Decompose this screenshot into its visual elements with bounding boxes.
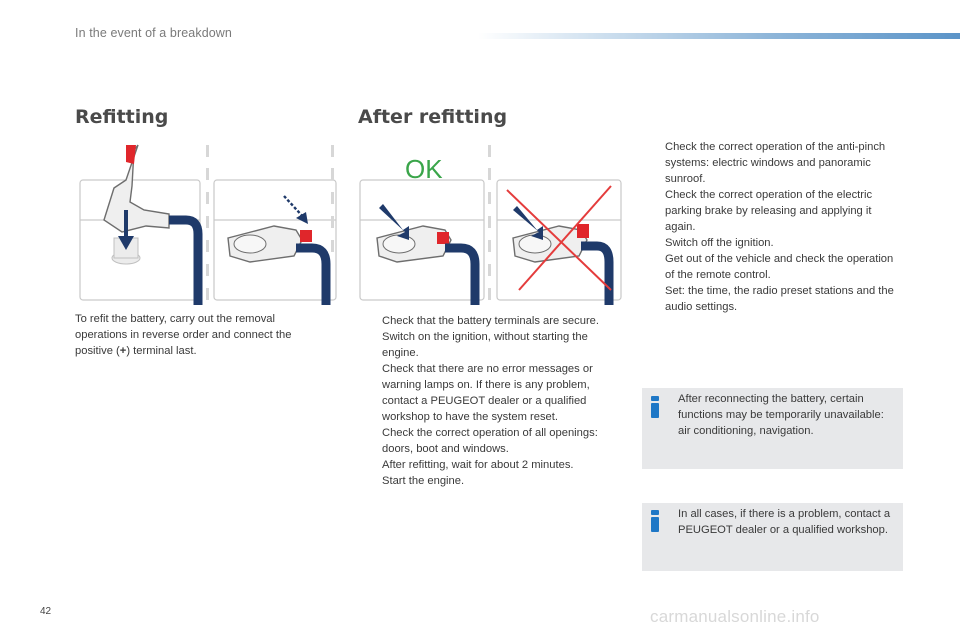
info-box-text: In all cases, if there is a problem, contact a PEUGEOT dealer or a qualified workshop. xyxy=(678,508,891,536)
info-box-problem-contact xyxy=(642,503,903,571)
info-box-text: After reconnecting the battery, certain functions may be temporarily unavailable: air conditioning, navigation. xyxy=(678,393,884,437)
refitting-illustration xyxy=(74,140,340,305)
list-item: Check that the battery terminals are secure. xyxy=(382,315,600,327)
after-refitting-checklist-2 xyxy=(643,139,905,315)
ok-label: OK xyxy=(405,154,443,184)
watermark: carmanualsonline.info xyxy=(650,607,820,626)
info-icon xyxy=(651,510,659,532)
page-number: 42 xyxy=(40,606,52,617)
info-icon xyxy=(651,396,659,418)
after-refitting-illustration xyxy=(357,140,623,305)
refitting-heading: Refitting xyxy=(75,106,169,128)
positive-symbol: + xyxy=(119,345,127,357)
list-item: After refitting, wait for about 2 minutes. xyxy=(382,459,574,471)
list-item: Check the correct operation of the anti-pinch systems: electric windows and panoramic sunroof. xyxy=(665,141,886,185)
list-item: Switch off the ignition. xyxy=(665,237,774,249)
header-accent-bar xyxy=(478,33,960,39)
list-item: Check that there are no error messages or warning lamps on. If there is any problem, contact a PEUGEOT dealer or a qualified workshop to have the system reset. xyxy=(382,363,593,423)
list-item: Check the correct operation of all openings: doors, boot and windows. xyxy=(382,427,598,455)
info-box-battery-reconnect xyxy=(642,388,903,469)
list-item: Start the engine. xyxy=(382,475,465,487)
list-item: Check the correct operation of the electric parking brake by releasing and applying it again. xyxy=(665,189,873,233)
after-refitting-checklist-1 xyxy=(360,313,620,489)
list-item: Get out of the vehicle and check the operation of the remote control. xyxy=(665,253,894,281)
list-item: Switch on the ignition, without starting the engine. xyxy=(382,331,588,359)
after-refitting-heading: After refitting xyxy=(358,106,508,128)
refitting-paragraph: To refit the battery, carry out the removal operations in reverse order and connect the positive (+) terminal last. xyxy=(75,313,292,357)
header-title: In the event of a breakdown xyxy=(75,26,232,40)
list-item: Set: the time, the radio preset stations and the audio settings. xyxy=(665,285,894,313)
